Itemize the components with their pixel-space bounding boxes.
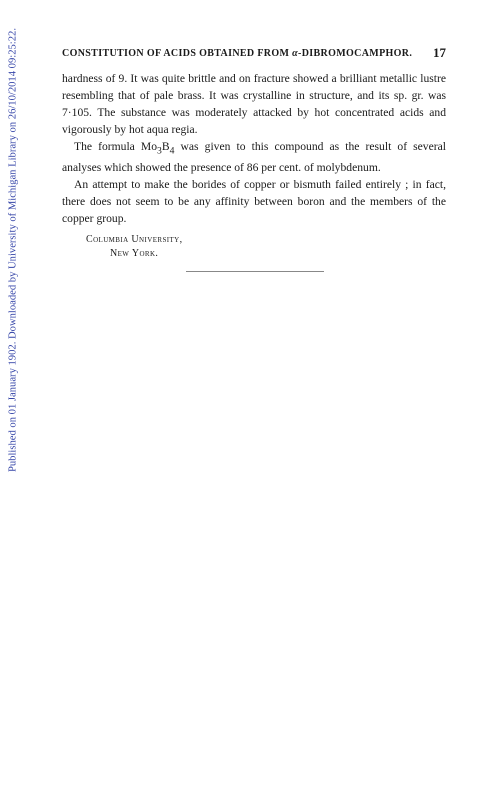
paragraph-3: An attempt to make the borides of copper or bismuth failed entirely ; in fact, there does not seem to be any affinity between boron and the members of the copper group. (62, 178, 446, 226)
formula-text-b: B (161, 140, 170, 153)
formula-text-c: was given to this compound as the result of several analyses which showed the presence of 86 per cent. of molybdenum. (62, 140, 446, 175)
running-title-suffix: -DIBROMOCAMPHOR. (298, 48, 413, 59)
formula-subscript-1: 3 (157, 145, 162, 157)
page-number: 17 (433, 45, 446, 60)
paragraph-1: hardness of 9. It was quite brittle and on fracture showed a brilliant metallic lustre resembling that of pale brass. It was crystalline in structure, and its sp. gr. was 7·105. The substance was moderately attacked by hot concentrated acids and vigorously by hot aqua regia. (62, 72, 446, 136)
running-title-greek: α (292, 48, 299, 59)
affiliation-city: New York. (110, 248, 159, 259)
affiliation (86, 233, 183, 261)
affiliation-institution: Columbia University, (86, 234, 183, 245)
article-body (62, 70, 446, 227)
paragraph-2 (62, 138, 446, 176)
running-title (62, 48, 412, 59)
download-watermark-text: Published on 01 January 1902. Downloaded by University of Michigan Library on 26/10/2014 09:25:22. (7, 27, 19, 473)
end-rule (186, 271, 324, 272)
formula-text-a: The formula Mo (74, 140, 158, 153)
page-header (62, 45, 446, 63)
running-title-prefix: CONSTITUTION OF ACIDS OBTAINED FROM (62, 48, 293, 59)
formula-subscript-2: 4 (169, 145, 175, 157)
